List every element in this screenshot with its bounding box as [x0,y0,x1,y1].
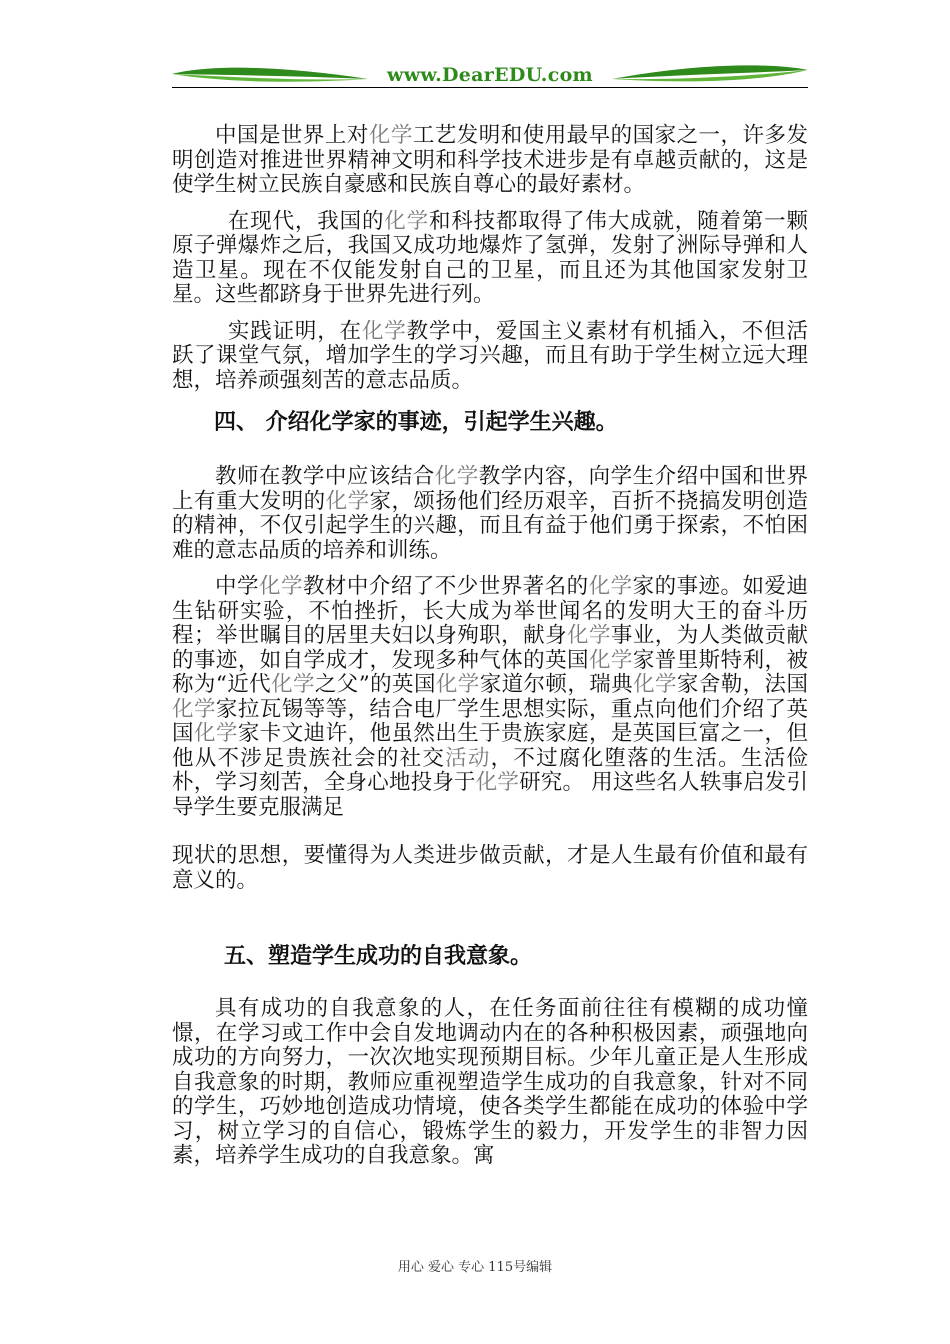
highlighted-term: 化学 [193,721,238,746]
document-body [172,124,808,1169]
highlighted-term: 化学 [258,574,303,599]
text-run: 家普里斯特利，被称为“近代 [172,647,808,697]
highlighted-term: 化学 [271,672,315,697]
text-run: 研究。 用这些名人轶事启发引导学生要克服满足 [172,770,808,820]
text-run: 家，颂扬他们经历艰辛，百折不挠搞发明创造的精神，不仅引起学生的兴趣，而且有益于他们勇于探索，不怕困难的意志品质的培养和训练。 [172,488,808,563]
text-run: 家拉瓦锡等等，结合电厂学生思想实际，重点向他们介绍了英国 [172,696,808,746]
text-run: 家卡文迪许，他虽然出生于贵族家庭，是英国巨富之一，但他从不涉足贵族社会的社交 [172,721,808,771]
highlighted-term: 化学 [588,574,633,599]
text-run: 家舍勒，法国 [676,672,808,697]
text-run: 教学中，爱国主义素材有机插入，不但活跃了课堂气氛，增加学生的学习兴趣，而且有助于学生树立远大理想，培养顽强刻苦的意志品质。 [172,318,808,393]
text-run: 实践证明，在 [227,318,362,344]
page-footer: 用心 爱心 专心 115号编辑 [397,1260,553,1275]
text-run: 教材中介绍了不少世界著名的 [302,574,589,599]
paragraph-1 [172,124,808,198]
text-run: 现状的思想，要懂得为人类进步做贡献，才是人生最有价值和最有意义的。 [172,843,808,893]
highlighted-term: 化学 [633,672,677,697]
site-logo-text: www.DearEDU.com [387,64,593,86]
highlighted-term: 化学 [475,770,520,795]
text-run: 之父”的英国 [314,672,436,697]
text-run: 教师在教学中应该结合 [215,464,435,489]
text-run: 工艺发明和使用最早的国家之一，许多发明创造对推进世界精神文明和科学技术进步是有卓越贡献的，这是使学生树立民族自豪感和民族自尊心的最好素材。 [172,123,808,197]
highlighted-term: 化学 [368,123,413,148]
text-run: 中国是世界上对 [215,123,369,148]
text-run: ，不过腐化堕落的生活。生活俭朴，学习刻苦，全身心地投身于 [172,745,808,795]
paragraph-6 [172,844,808,893]
text-run: 家的事迹。如爱迪生钻研实验，不怕挫折，长大成为举世闻名的发明大王的奋斗历程；举世瞩目的居里夫妇以身殉职，献身 [172,574,808,648]
paragraph-4 [172,465,808,563]
highlighted-term: 化学 [172,696,216,722]
highlighted-term: 化学 [567,623,611,648]
text-run: 中学 [215,574,259,599]
paragraph-2 [172,210,808,308]
highlighted-term: 化学 [384,208,429,234]
text-run: 教学内容，向学生介绍中国和世界上有重大发明的 [172,464,808,514]
page-header [172,62,808,92]
highlighted-term: 化学 [434,464,479,489]
header-rule [172,87,808,88]
section-heading-4: 四、 介绍化学家的事迹，引起学生兴趣。 [214,409,618,435]
highlighted-term: 化学 [325,488,370,514]
highlighted-term: 化学 [435,672,480,697]
text-run: 和科技都取得了伟大成就，随着第一颗原子弹爆炸之后，我国又成功地爆炸了氢弹，发射了洲际导弹和人造卫星。现在不仅能发射自己的卫星，而且还为其他国家发射卫星。这些都跻身于世界先进行列。 [172,208,808,307]
highlighted-term: 活动 [445,745,491,771]
section-heading-5: 五、塑造学生成功的自我意象。 [224,943,533,969]
text-run: 在现代，我国的 [227,208,385,234]
text-run: 家道尔顿，瑞典 [479,672,634,697]
paragraph-7 [172,997,808,1169]
text-run: 具有成功的自我意象的人，在任务面前往往有模糊的成功憧憬，在学习或工作中会自发地调动内在的各种积极因素，顽强地向成功的方向努力，一次次地实现预期目标。少年儿童正是人生形成自我意象的时期，教师应重视塑造学生成功的自我意象，针对不同的学生，巧妙地创造成功情境，使各类学生都能在成功的体验中学习，树立学习的自信心，锻炼学生的毅力，开发学生的非智力因素，培养学生成功的自我意象。寓 [172,996,808,1168]
highlighted-term: 化学 [361,318,407,344]
highlighted-term: 化学 [588,647,633,673]
text-run: 事业，为人类做贡献的事迹，如自学成才，发现多种气体的英国 [172,623,808,673]
paragraph-3 [172,320,808,394]
paragraph-5 [172,575,808,820]
